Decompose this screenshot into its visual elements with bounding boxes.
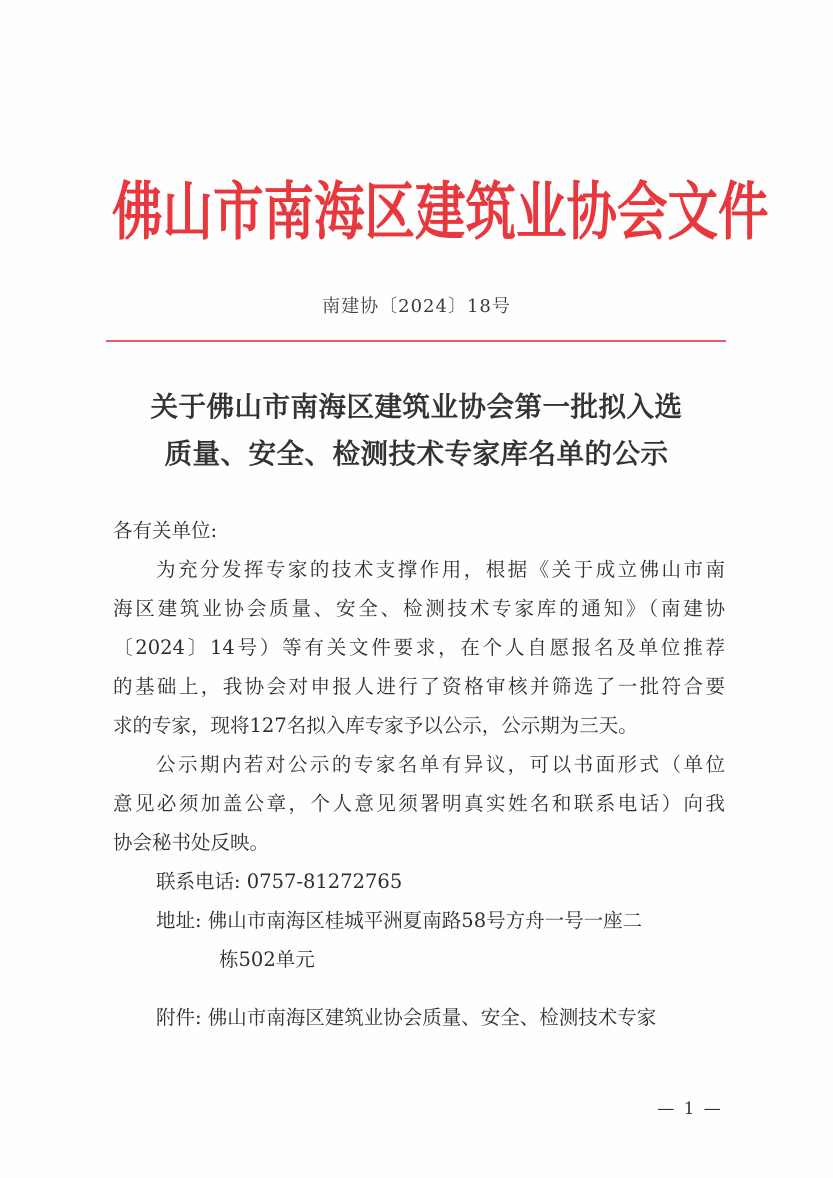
red-divider-line <box>106 340 726 342</box>
paragraph-1-line-2: 海区建筑业协会质量、安全、检测技术专家库的通知》（南建协 <box>113 597 725 620</box>
paragraph-1-line-5: 求的专家，现将127名拟入库专家予以公示，公示期为三天。 <box>113 714 638 737</box>
page-number: — 1 — <box>657 1099 723 1119</box>
notice-title-line-1: 关于佛山市南海区建筑业协会第一批拟入选 <box>150 391 683 423</box>
attachment-text: 佛山市南海区建筑业协会质量、安全、检测技术专家 <box>207 1006 657 1029</box>
contact-phone-label: 联系电话: <box>156 870 241 893</box>
notice-title <box>100 384 733 478</box>
paragraph-2-line-2: 意见必须加盖公章，个人意见须署明真实姓名和联系电话）向我 <box>113 792 725 815</box>
paragraph-1-line-1: 为充分发挥专家的技术支撑作用，根据《关于成立佛山市南 <box>156 558 725 581</box>
notice-body <box>113 511 725 1037</box>
paragraph-1-line-4: 的基础上，我协会对申报人进行了资格审核并筛选了一批符合要 <box>113 675 725 698</box>
contact-phone-value: 0757-81272765 <box>246 870 403 893</box>
document-number: 南建协〔2024〕18号 <box>322 296 511 317</box>
attachment-row <box>113 998 725 1037</box>
address-label: 地址: <box>156 909 202 932</box>
notice-title-line-2: 质量、安全、检测技术专家库名单的公示 <box>164 438 669 470</box>
org-header-title: 佛山市南海区建筑业协会文件 <box>112 174 769 249</box>
attachment-label: 附件: <box>156 1006 202 1029</box>
paragraph-1-line-3: 〔2024〕14号）等有关文件要求，在个人自愿报名及单位推荐 <box>113 636 725 659</box>
address-value-line-1: 佛山市南海区桂城平洲夏南路58号方舟一号一座二 <box>207 909 643 932</box>
contact-phone-row <box>113 862 725 901</box>
address-row <box>113 901 725 940</box>
paragraph-2-line-1: 公示期内若对公示的专家名单有异议，可以书面形式（单位 <box>156 753 725 776</box>
salutation: 各有关单位: <box>113 519 218 542</box>
address-value-line-2: 栋502单元 <box>219 948 315 971</box>
paragraph-2-line-3: 协会秘书处反映。 <box>113 831 270 854</box>
